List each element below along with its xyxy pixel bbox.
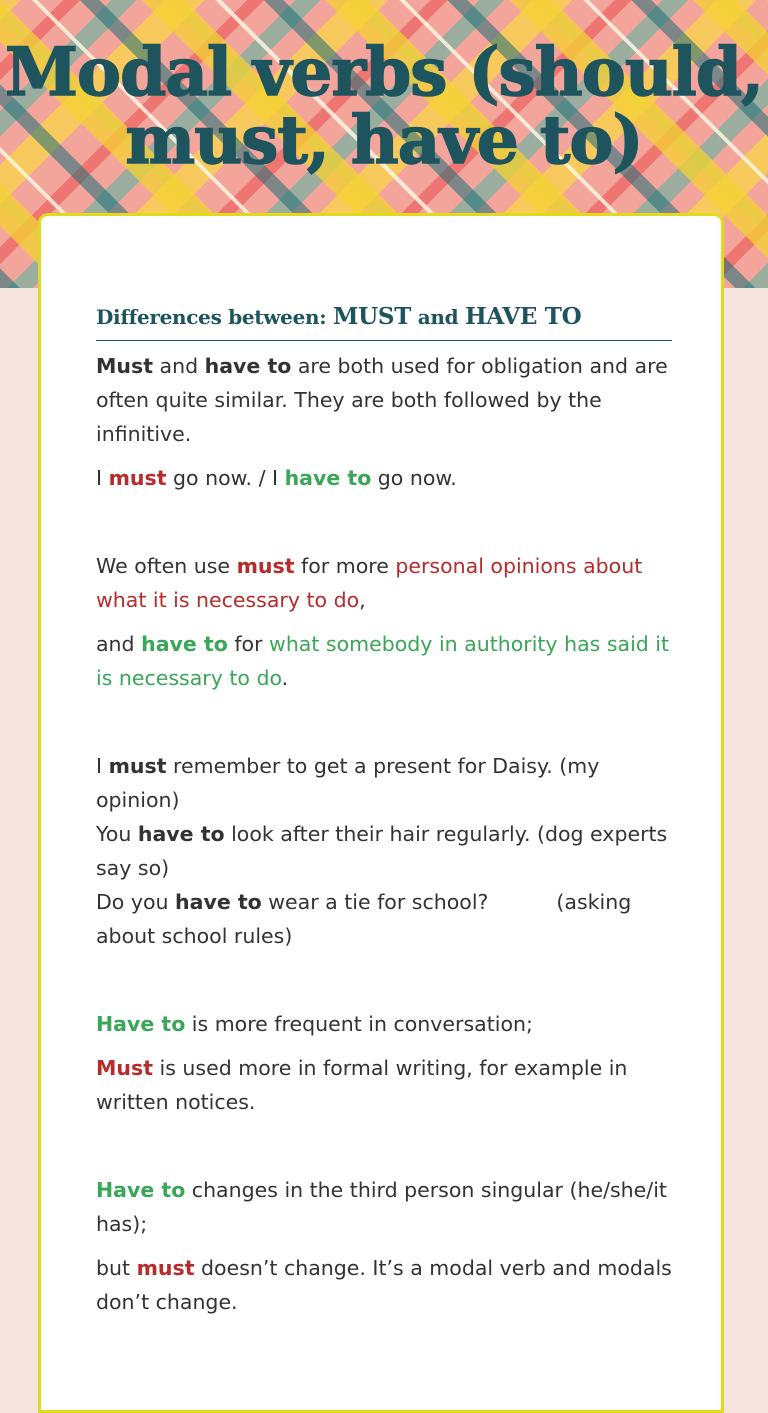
text: Do you [96,890,176,914]
term-must: Must [96,354,153,378]
term-have-to: have to [141,632,228,656]
third-person-must [96,1251,672,1319]
frequency-must [96,1051,672,1119]
term-must: must [108,466,167,490]
must-meaning: personal opinions about what it is necessary to do [96,554,643,612]
text: and [96,632,142,656]
spacer [96,705,672,749]
example-note: (asking about school rules) [96,890,632,948]
text: doesn’t change. It’s a modal verb and modals don’t change. [96,1256,672,1314]
text: remember to get a present for Daisy. (my opinion) [96,754,600,812]
heading-prefix: Differences between: [96,305,334,329]
text: is used more in formal writing, for example in written notices. [96,1056,628,1114]
example-sentence [96,749,672,817]
example-sentence [96,885,672,953]
term-must: must [136,1256,195,1280]
lesson-content [96,300,672,1329]
text: We often use [96,554,237,578]
text: You [96,822,138,846]
text: , [359,588,366,612]
usage-must [96,549,672,617]
term-have-to: Have to [96,1178,186,1202]
spacer [96,963,672,1007]
term-have-to: Have to [96,1012,186,1036]
intro-paragraph [96,349,672,451]
text: for [227,632,270,656]
term-must: must [108,754,167,778]
text: but [96,1256,137,1280]
heading-term-must: MUST [333,303,412,330]
term-have-to: have to [137,822,225,846]
text: for more [294,554,396,578]
spacer [96,505,672,549]
text: go now. [371,466,457,490]
text: are both used for obligation and are often quite similar. They are both followed by the infinitive. [96,354,668,446]
text: and [153,354,205,378]
text: wear a tie for school? [261,890,489,914]
spacer [96,1129,672,1173]
heading-and: and [411,305,465,329]
example-sentence [96,817,672,885]
example-go-now [96,461,672,495]
text: I [96,466,109,490]
frequency-have-to [96,1007,672,1041]
term-have-to: have to [204,354,292,378]
have-to-meaning: what somebody in authority has said it is necessary to do [96,632,670,690]
text: changes in the third person singular (he/she/it has); [96,1178,667,1236]
section-heading [96,300,672,341]
text: I [96,754,109,778]
text: is more frequent in conversation; [185,1012,533,1036]
term-have-to: have to [175,890,262,914]
text: look after their hair regularly. (dog experts say so) [96,822,668,880]
third-person-have-to [96,1173,672,1241]
text: . [281,666,289,690]
text: go now. / I [166,466,285,490]
term-have-to: have to [284,466,372,490]
usage-have-to [96,627,672,695]
term-must: must [236,554,295,578]
page-title: Modal verbs (should, must, have to) [4,33,763,179]
term-must: Must [96,1056,153,1080]
heading-term-have-to: HAVE TO [464,303,582,330]
